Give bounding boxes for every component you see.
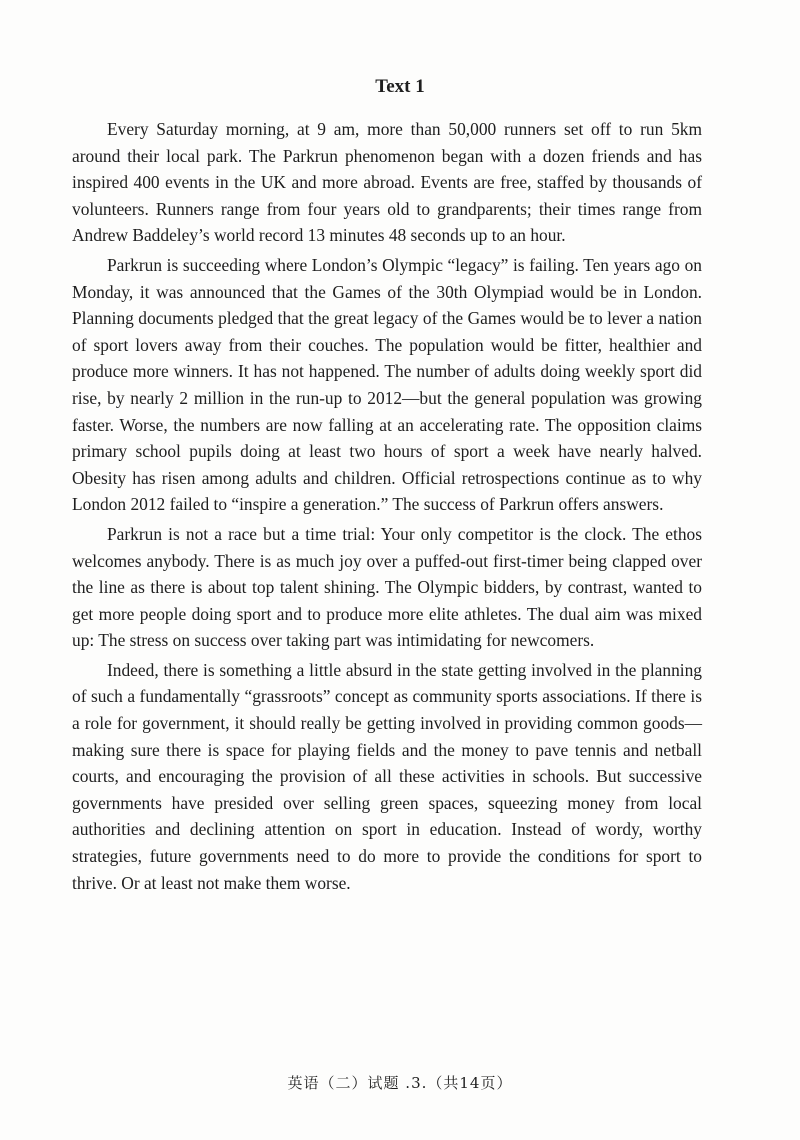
reading-passage [72, 116, 702, 899]
paragraph-3: Parkrun is not a race but a time trial: Your only competitor is the clock. The ethos welcomes anybody. There is as much joy over a puffed-out first-timer being clapped over the line as there is about top talent shining. The Olympic bidders, by contrast, wanted to get more people doing sport and to produce more elite athletes. The dual aim was mixed up: The stress on success over taking part was intimidating for newcomers. [72, 523, 702, 651]
paragraph-4: Indeed, there is something a little absurd in the state getting involved in the planning of such a fundamentally “grassroots” concept as community sports associations. If there is a role for government, it should really be getting involved in providing common goods—making sure there is space for playing fields and the money to pave tennis and netball courts, and encouraging the provision of all these activities in schools. But successive governments have presided over selling green spaces, squeezing money from local authorities and declining attention on sport in education. Instead of wordy, worthy strategies, future governments need to do more to provide the conditions for sport to thrive. Or at least not make them worse. [72, 659, 702, 893]
paragraph-2: Parkrun is succeeding where London’s Olympic “legacy” is failing. Ten years ago on Monday, it was announced that the Games of the 30th Olympiad would be in London. Planning documents pledged that the great legacy of the Games would be to lever a nation of sport lovers away from their couches. The population would be fitter, healthier and produce more winners. It has not happened. The number of adults doing weekly sport did rise, by nearly 2 million in the run-up to 2012—but the general population was growing faster. Worse, the numbers are now falling at an accelerating rate. The opposition claims primary school pupils doing at least two hours of sport a week have nearly halved. Obesity has risen among adults and children. Official retrospections continue as to why London 2012 failed to “inspire a generation.” The success of Parkrun offers answers. [72, 254, 702, 515]
text-title: Text 1 [375, 76, 425, 97]
paragraph-1: Every Saturday morning, at 9 am, more than 50,000 runners set off to run 5km around their local park. The Parkrun phenomenon began with a dozen friends and has inspired 400 events in the UK and more abroad. Events are free, staffed by thousands of volunteers. Runners range from four years old to grandparents; their times range from Andrew Baddeley’s world record 13 minutes 48 seconds up to an hour. [72, 119, 702, 246]
page-footer: 英语（二）试题 .3.（共14页） [287, 1074, 513, 1092]
